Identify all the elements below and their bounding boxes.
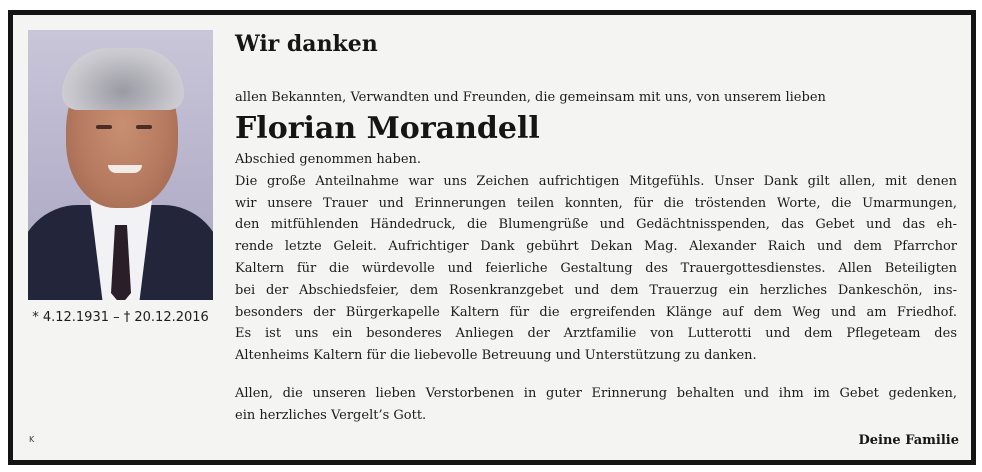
deceased-name: Florian Morandell [235, 111, 540, 146]
body-line: rende letzte Geleit. Aufrichtiger Dank gebührt Dekan Mag. Alexander Raich und dem Pfarrchor [235, 239, 957, 255]
closing-line: Allen, die unseren lieben Verstorbenen in guter Erinnerung behalten und ihm im Gebet gedenken, [235, 385, 957, 401]
notice-content [235, 29, 957, 427]
closing-text [235, 383, 957, 427]
obituary-card [8, 10, 976, 465]
portrait-right-eye [136, 125, 152, 129]
body-line: Die große Anteilnahme war uns Zeichen aufrichtigen Mitgefühls. Unser Dank gilt allen, mit denen [235, 173, 957, 189]
page-marker: K [29, 435, 35, 444]
body-line: Abschied genommen haben. [235, 152, 422, 167]
portrait-left-eye [96, 125, 112, 129]
portrait-smile [108, 165, 142, 173]
body-line: Altenheims Kaltern für die liebevolle Betreuung und Unterstützung zu danken. [235, 348, 757, 364]
portrait-photo [28, 30, 213, 300]
body-line: den mitfühlenden Händedruck, die Blumengrüße und Gedächtnisspenden, das Gebet und das eh- [235, 217, 957, 233]
notice-heading: Wir danken [235, 31, 378, 57]
body-text [235, 149, 957, 367]
body-line: wir unsere Trauer und Erinnerungen teilen konnten, für die tröstenden Worte, die Umarmungen, [235, 195, 957, 211]
body-line: bei der Abschiedsfeier, dem Rosenkranzgebet und dem Trauerzug ein herzliches Dankeschön, ins- [235, 282, 957, 298]
intro-text: allen Bekannten, Verwandten und Freunden, die gemeinsam mit uns, von unserem lieben [235, 90, 826, 105]
body-line: besonders der Bürgerkapelle Kaltern für die ergreifenden Klänge auf dem Weg und am Friedhof. [235, 304, 957, 320]
portrait-hair [62, 48, 184, 110]
life-dates: * 4.12.1931 – † 20.12.2016 [32, 310, 209, 325]
body-line: Es ist uns ein besonderes Anliegen der Arztfamilie von Lutterotti und dem Pflegeteam des [235, 326, 957, 342]
signature: Deine Familie [858, 433, 959, 448]
closing-line: ein herzliches Vergelt’s Gott. [235, 407, 427, 423]
body-line: Kaltern für die würdevolle und feierliche Gestaltung des Trauergottesdienstes. Allen Beteiligten [235, 260, 957, 276]
